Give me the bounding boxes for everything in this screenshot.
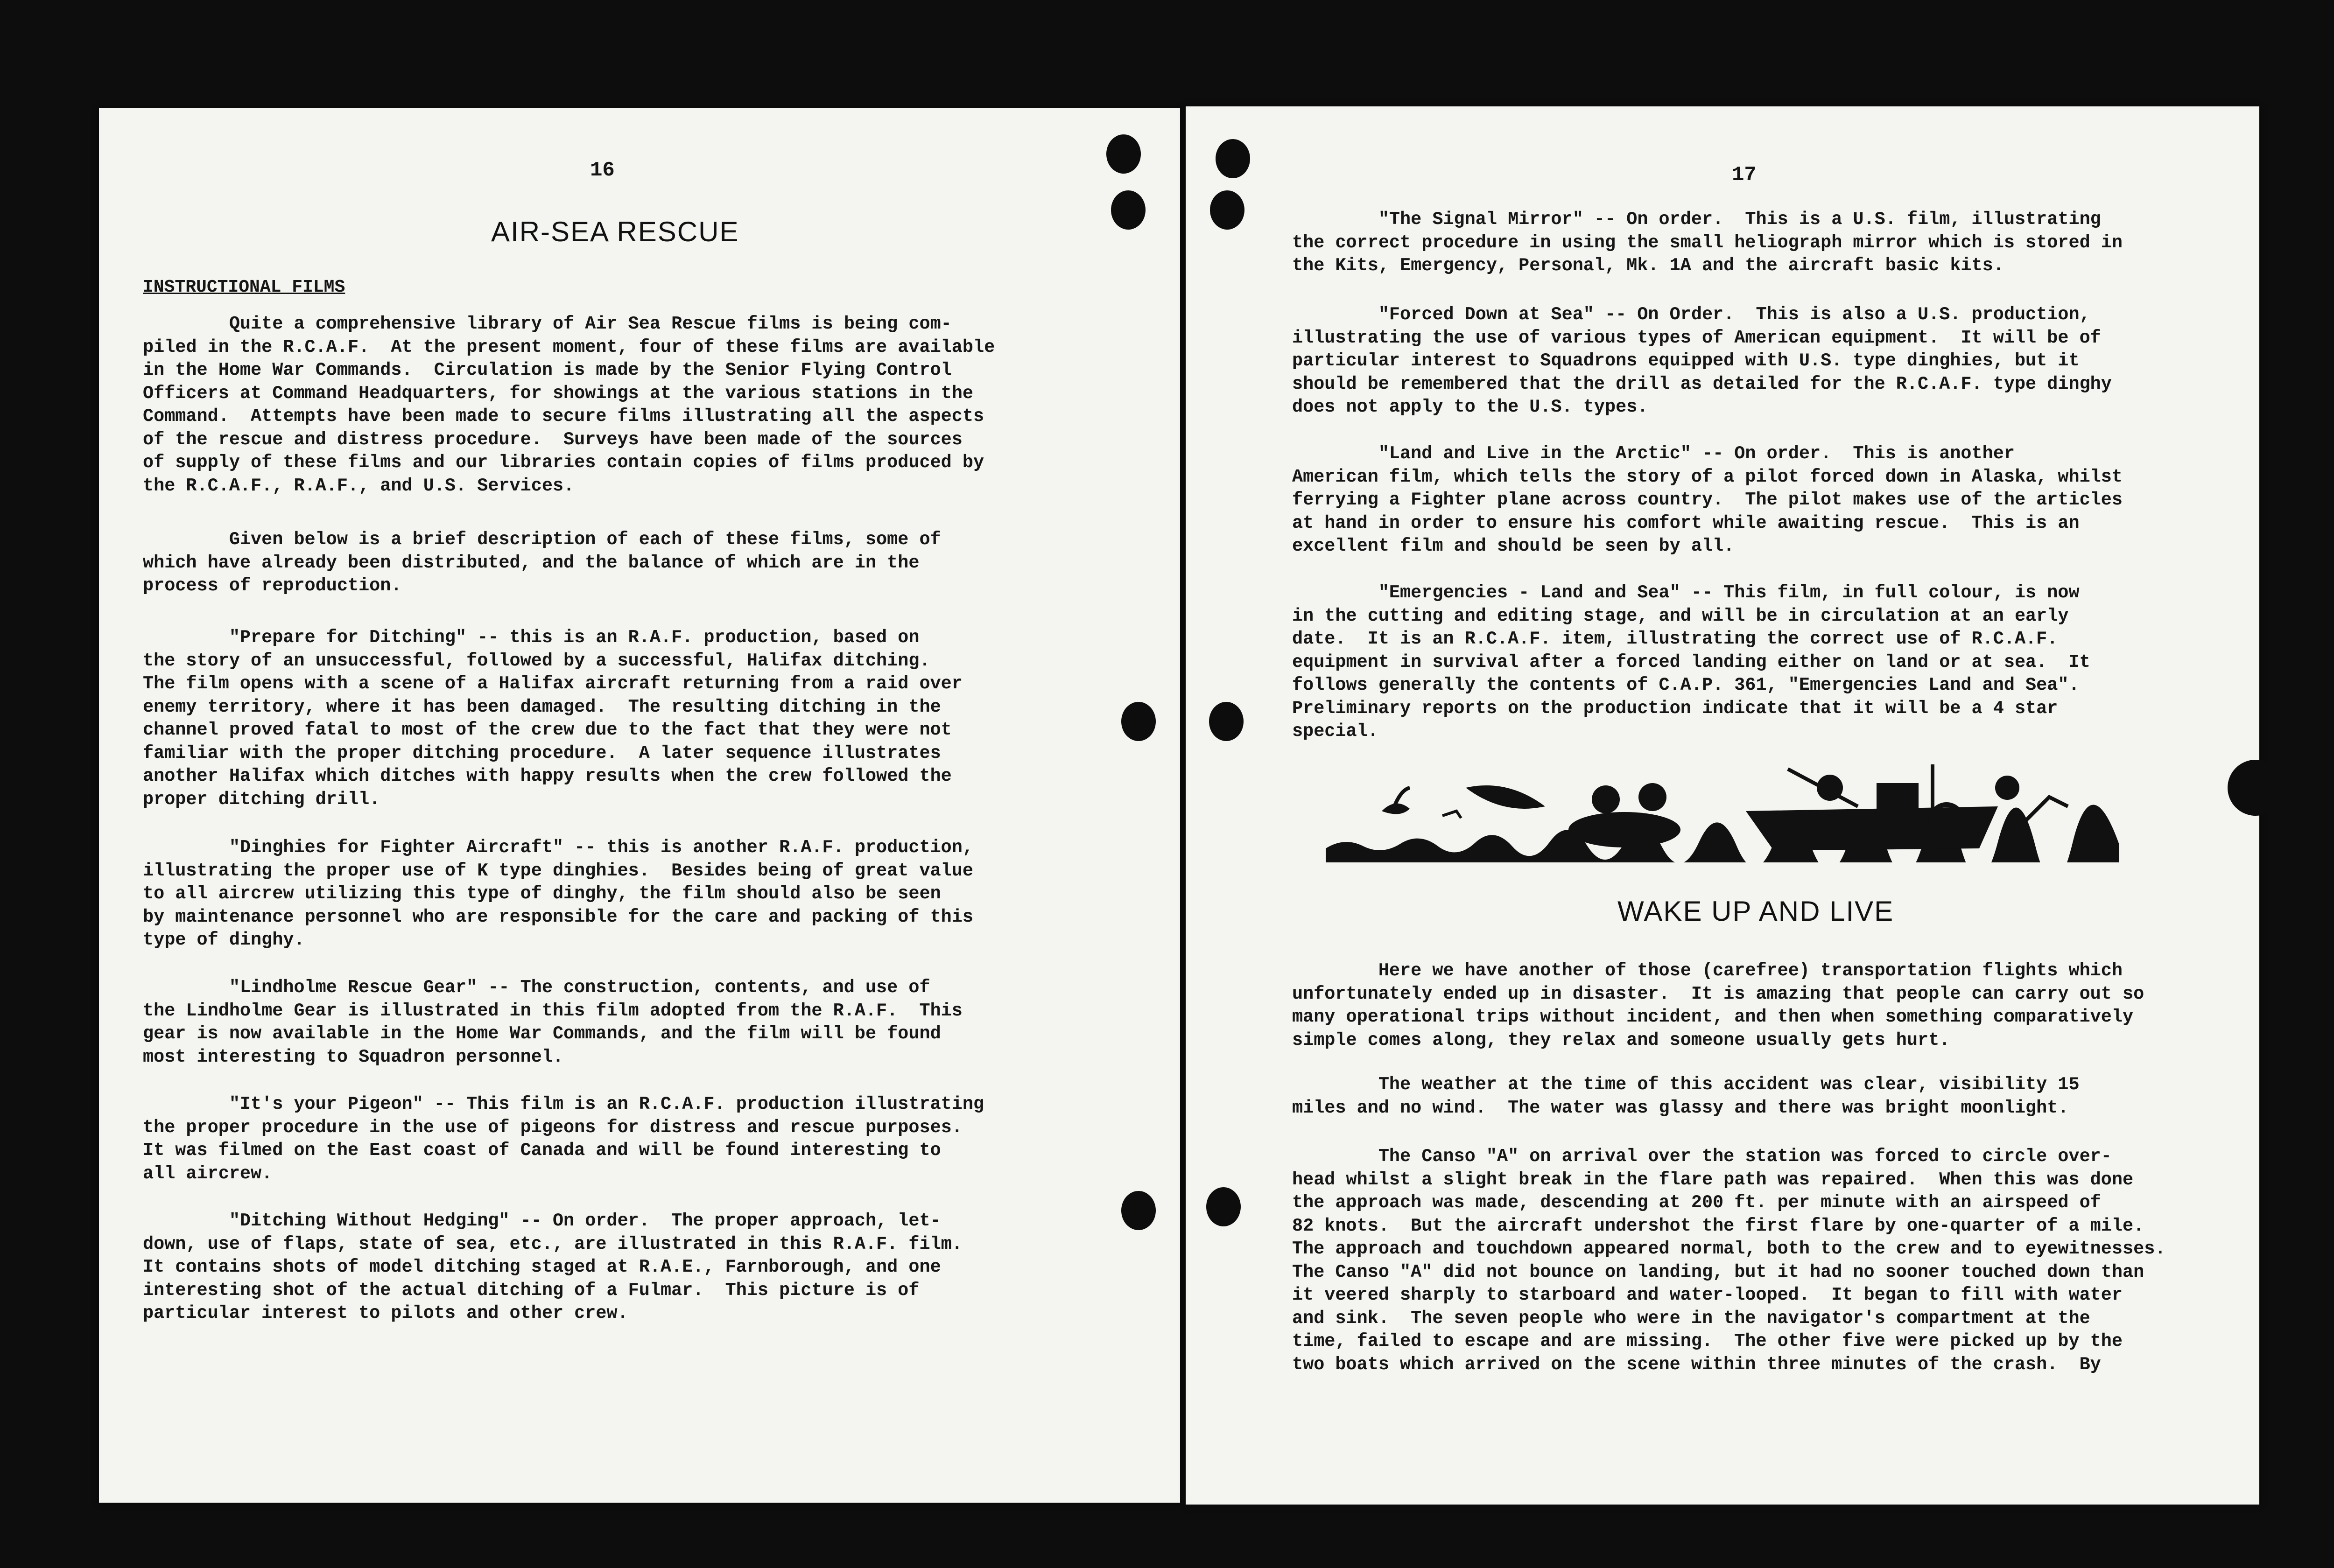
binder-hole — [1216, 139, 1250, 178]
article-title: WAKE UP AND LIVE — [1617, 896, 1894, 927]
page-notch — [2228, 760, 2284, 816]
binder-hole — [1210, 190, 1244, 230]
paragraph-land-live-arctic: "Land and Live in the Arctic" -- On order. This is another American film, which tells the story of a pilot forced down in Alaska, whilst ferrying a Fighter plane across country. The pilot makes use of the articles at hand in order to ensure his comfort while awaiting rescue. This is an excellent film and should be seen by all. — [1292, 443, 2123, 556]
paragraph-lindholme-gear: "Lindholme Rescue Gear" -- The construction, contents, and use of the Lindholme Gear is illustrated in this film adopted from the R.A.F. This gear is now available in the Home War Commands, and the film will be found most interesting to Squadron personnel. — [143, 977, 963, 1067]
paragraph-weather: The weather at the time of this accident was clear, visibility 15 miles and no wind. The water was glassy and there was bright moonlight. — [1292, 1074, 2080, 1118]
paragraph-forced-down: "Forced Down at Sea" -- On Order. This is also a U.S. production, illustrating the use of various types of American equipment. It will be of particular interest to Squadrons equipped with U.S. type dinghies, but it should be remembered that the drill as detailed for the R.C.A.F. type dinghy does not apply to the U.S. types. — [1292, 304, 2112, 417]
section-subheading: INSTRUCTIONAL FILMS — [143, 277, 345, 297]
rescue-illustration — [1326, 755, 2119, 862]
binder-hole — [1121, 1191, 1156, 1230]
paragraph-canso-accident: The Canso "A" on arrival over the station was forced to circle over- head whilst a slight break in the flare path was repaired. When this was done the approach was made, descending at 200 ft. per minute with an airspeed of 82 knots. But the aircraft undershot the first flare by one-quarter of a mile. The approach and touchdown appeared normal, both to the crew and to eyewitnesses. The Canso "A" did not bounce on landing, but it had no sooner touched down than it veered sharply to starboard and water-looped. It began to fill with water and sink. The seven people who were in the navigator's compartment at the time, failed to escape and are missing. The other five were picked up by the two boats which arrived on the scene within three minutes of the crash. By — [1292, 1146, 2166, 1375]
binder-hole — [1206, 1187, 1241, 1226]
binder-hole — [1106, 134, 1141, 174]
page-number: 17 — [1732, 163, 1757, 187]
left-page — [99, 108, 1180, 1503]
binder-hole — [1121, 702, 1156, 741]
page-number: 16 — [590, 159, 615, 182]
paragraph-emergencies: "Emergencies - Land and Sea" -- This film, in full colour, is now in the cutting and editing stage, and will be in circulation at an early date. It is an R.C.A.F. item, illustrating the correct use of R.C.A.F. equipment in survival after a forced landing either on land or at sea. It follows generally the contents of C.A.P. 361, "Emergencies Land and Sea". Preliminary reports on the production indicate that it will be a 4 star special. — [1292, 582, 2090, 742]
paragraph-your-pigeon: "It's your Pigeon" -- This film is an R.C.A.F. production illustrating the proper procedure in the use of pigeons for distress and rescue purposes. It was filmed on the East coast of Canada and will be found interesting to all aircrew. — [143, 1094, 984, 1184]
paragraph-carefree-flights: Here we have another of those (carefree) transportation flights which unfortunately ended up in disaster. It is amazing that people can carry out so many operational trips without incident, and then when something comparatively simple comes along, they relax and someone usually gets hurt. — [1292, 960, 2144, 1050]
binder-hole — [1111, 190, 1146, 230]
paragraph-ditching-hedging: "Ditching Without Hedging" -- On order. The proper approach, let- down, use of flaps, state of sea, etc., are illustrated in this R.A.F. film. It contains shots of model ditching staged at R.A.E., Farnborough, and one interesting shot of the actual ditching of a Fulmar. This picture is of particular interest to pilots and other crew. — [143, 1211, 963, 1323]
right-page — [1186, 106, 2259, 1505]
paragraph-dinghies-fighter: "Dinghies for Fighter Aircraft" -- this is another R.A.F. production, illustrating the proper use of K type dinghies. Besides being of great value to all aircrew utilizing this type of dinghy, the film should also be seen by maintenance personnel who are responsible for the care and packing of this type of dinghy. — [143, 837, 973, 950]
paragraph-prepare-ditching: "Prepare for Ditching" -- this is an R.A.F. production, based on the story of an unsuccessful, followed by a successful, Halifax ditching. The film opens with a scene of a Halifax aircraft returning from a raid over enemy territory, where it has been damaged. The resulting ditching in the channel proved fatal to most of the crew due to the fact that they were not familiar with the proper ditching procedure. A later sequence illustrates another Halifax which ditches with happy results when the crew followed the proper ditching drill. — [143, 627, 963, 810]
paragraph-signal-mirror: "The Signal Mirror" -- On order. This is a U.S. film, illustrating the correct procedure in using the small heliograph mirror which is stored in the Kits, Emergency, Personal, Mk. 1A and the aircraft basic kits. — [1292, 209, 2123, 276]
paragraph-intro: Quite a comprehensive library of Air Sea Rescue films is being com- piled in the R.C.A.F. At the present moment, four of these films are available in the Home War Commands. Circulation is made by the Senior Flying Control Officers at Command Headquarters, for showings at the various stations in the Command. Attempts have been made to secure films illustrating all the aspects of the rescue and distress procedure. Surveys have been made of the sources of supply of these films and our libraries contain copies of films produced by the R.C.A.F., R.A.F., and U.S. Services. — [143, 314, 995, 496]
page-title: AIR-SEA RESCUE — [491, 216, 739, 247]
binder-hole — [1209, 702, 1244, 741]
paragraph-description: Given below is a brief description of each of these films, some of which have already been distributed, and the balance of which are in the process of reproduction. — [143, 529, 941, 596]
